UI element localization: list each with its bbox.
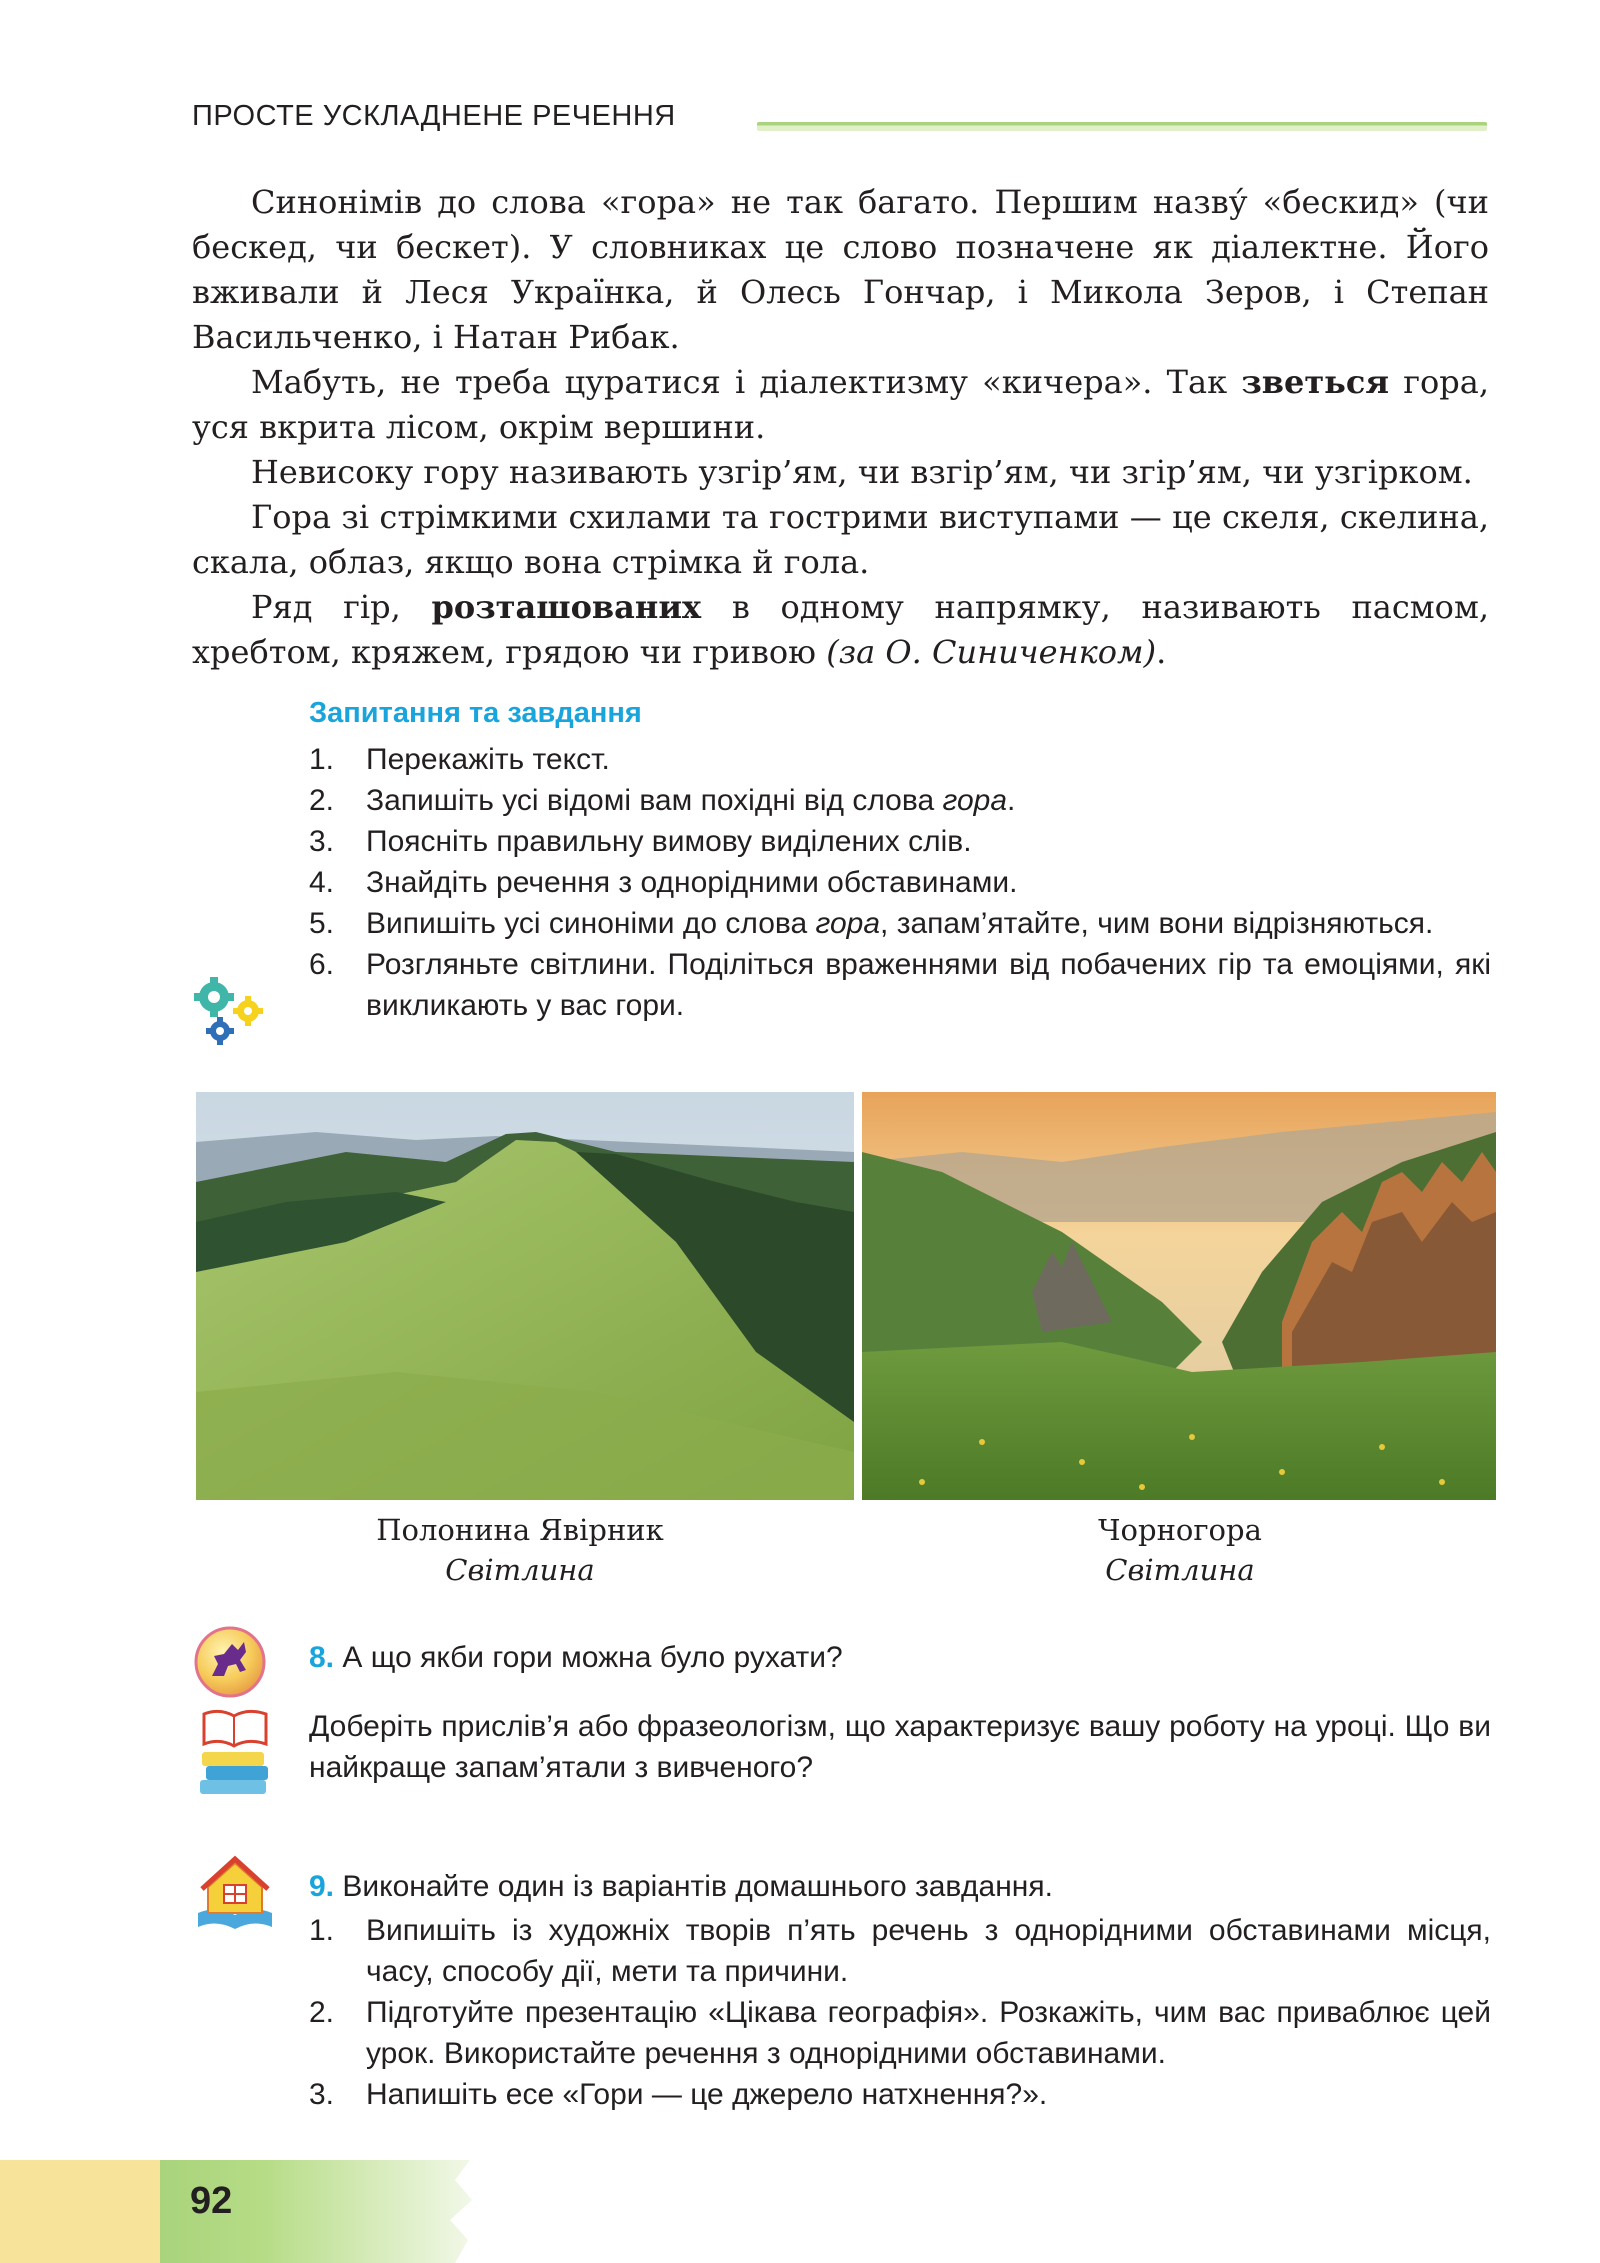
page-number: 92	[190, 2180, 233, 2222]
reflection-task: Доберіть прислів’я або фразеологізм, що характеризує вашу роботу на уроці. Що ви найкраще запам’ятали з вивченого?	[309, 1710, 1491, 1784]
homework-item: 3. Напишіть есе «Гори — це джерело натхнення?».	[309, 2078, 1048, 2111]
questions-heading: Запитання та завдання	[309, 697, 642, 729]
footer-band	[0, 2160, 480, 2263]
photo-caption-1: Полонина Явірник Світлина	[376, 1513, 664, 1587]
photo-chornohora	[862, 1092, 1496, 1500]
gears-icon	[190, 975, 270, 1051]
question-item: 1. Перекажіть текст.	[309, 743, 610, 776]
pegasus-icon	[194, 1626, 266, 1698]
mountain-meadow-image	[196, 1092, 854, 1500]
main-text	[192, 180, 1489, 675]
paragraph-4: Гора зі стрімкими схилами та гострими виступами — це скеля, скелина, скала, облаз, якщо вона стрімка й гола.	[192, 498, 1489, 581]
paragraph-3: Невисоку гору називають узгір’ям, чи взгір’ям, чи згір’ям, чи узгірком.	[251, 453, 1473, 491]
questions-block	[309, 693, 1491, 1026]
books-icon	[196, 1704, 274, 1804]
question-item: 3. Поясніть правильну вимову виділених слів.	[309, 825, 972, 858]
header-rule	[757, 122, 1487, 131]
homework-item: 1. Випишіть із художніх творів п’ять речень з однорідними обставинами місця, часу, способу дії, мети та причини.	[309, 1914, 1491, 1988]
task-8: 8. А що якби гори можна було рухати?	[309, 1641, 843, 1674]
highlighted-word: зветься	[1241, 363, 1390, 401]
photo-polonyna-yavirnyk	[196, 1092, 854, 1500]
section-title: ПРОСТЕ УСКЛАДНЕНЕ РЕЧЕННЯ	[192, 100, 676, 132]
questions-list	[309, 739, 1491, 1026]
mountain-valley-image	[862, 1092, 1496, 1500]
homework-item: 2. Підготуйте презентацію «Цікава географія». Розкажіть, чим вас приваблює цей урок. Використайте речення з однорідними обставинами.	[309, 1996, 1491, 2070]
question-item: 2. Запишіть усі відомі вам похідні від слова гора.	[309, 784, 1016, 817]
photo-caption-2: Чорногора Світлина	[1098, 1513, 1262, 1587]
running-header	[192, 100, 1492, 144]
paragraph-5: Ряд гір, розташованих в одному напрямку, називають пасмом, хребтом, кряжем, грядою чи гривою (за О. Синиченком).	[192, 588, 1490, 671]
source-attribution: (за О. Синиченком)	[826, 633, 1157, 671]
homework-list	[309, 1910, 1491, 2115]
paragraph-2: Мабуть, не треба цуратися і діалектизму «кичера». Так зветься гора, уся вкрита лісом, окрім вершини.	[192, 363, 1490, 446]
house-book-icon	[194, 1853, 276, 1935]
task-9: 9. Виконайте один із варіантів домашнього завдання.	[309, 1870, 1053, 1903]
paragraph-1: Синонімів до слова «гора» не так багато. Першим назву́ «бескид» (чи бескед, чи бескет). У словниках це слово позначене як діалектне. Його вживали й Леся Українка, й Олесь Гончар, і Микола Зеров, і Степан Васильченко, і Натан Рибак.	[192, 183, 1489, 356]
question-item: 6. Розгляньте світлини. Поділіться враженнями від побачених гір та емоціями, які викликають у вас гори.	[309, 948, 1491, 1022]
question-item: 4. Знайдіть речення з однорідними обставинами.	[309, 866, 1018, 899]
question-item: 5. Випишіть усі синоніми до слова гора, запам’ятайте, чим вони відрізняються.	[309, 907, 1434, 940]
highlighted-word: розташованих	[431, 588, 702, 626]
